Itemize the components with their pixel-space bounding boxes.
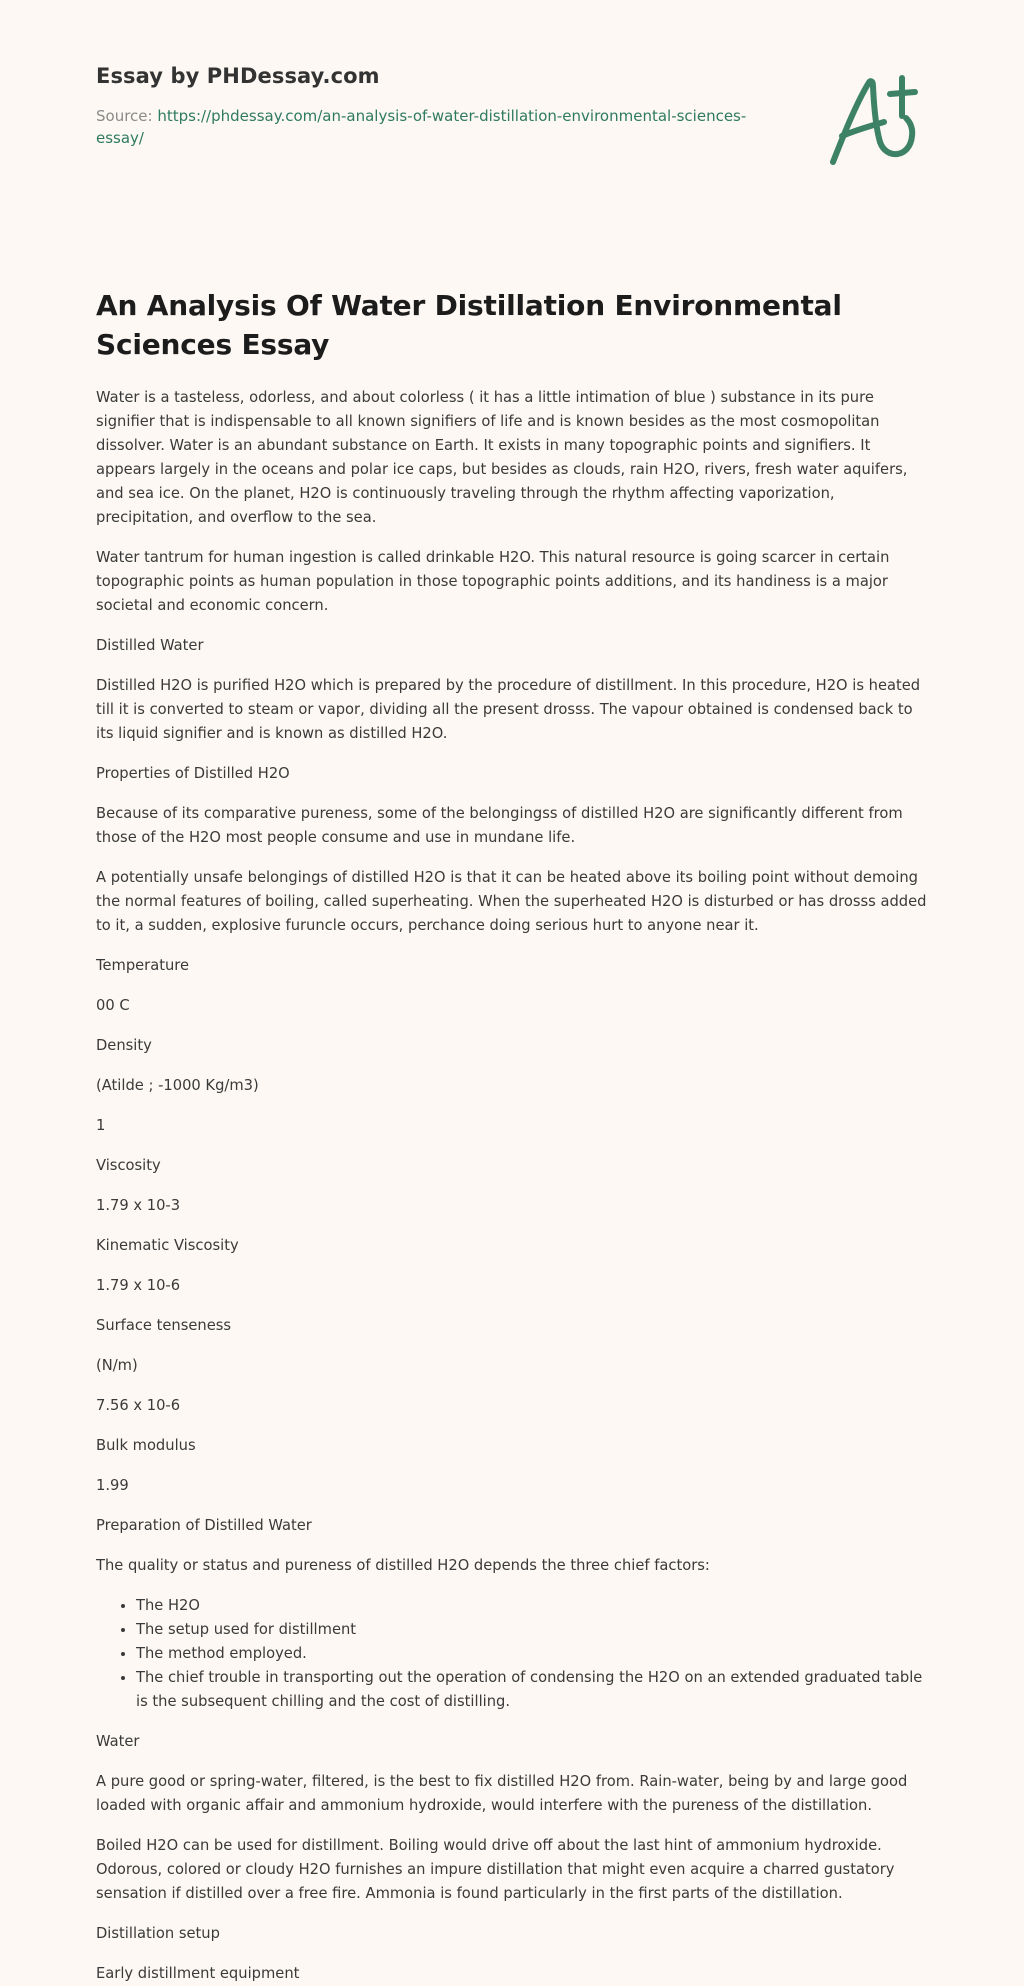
section-heading: Properties of Distilled H2O bbox=[96, 765, 290, 782]
factor-list bbox=[96, 1594, 928, 1714]
property-label: Viscosity bbox=[96, 1157, 161, 1174]
property-value: 1 bbox=[96, 1117, 106, 1134]
paragraph: Water tantrum for human ingestion is called drinkable H2O. This natural resource is going scarcer in certain topographic points as human population in those topographic points additions, and its handiness is a major societal and economic concern. bbox=[96, 549, 890, 614]
list-item: • The setup used for distillment bbox=[136, 1618, 928, 1642]
list-item: • The method employed. bbox=[136, 1642, 928, 1666]
property-value: 1.79 x 10-3 bbox=[96, 1197, 181, 1214]
paragraph: A pure good or spring-water, filtered, is the best to fix distilled H2O from. Rain-water, being by and large good loaded with organic affair and ammonium hydroxide, would interfere with the pureness of the distillation. bbox=[96, 1773, 908, 1814]
property-value: 1.79 x 10-6 bbox=[96, 1277, 181, 1294]
property-value: 7.56 x 10-6 bbox=[96, 1397, 181, 1414]
header bbox=[96, 64, 928, 214]
paragraph: The quality or status and pureness of distilled H2O depends the three chief factors: bbox=[96, 1557, 710, 1574]
property-value: 00 C bbox=[96, 997, 130, 1014]
essay-body bbox=[96, 386, 928, 1986]
section-heading: Distillation setup bbox=[96, 1925, 220, 1942]
section-heading: Early distillment equipment bbox=[96, 1965, 300, 1982]
source-line bbox=[96, 105, 756, 149]
site-brand: Essay by PHDessay.com bbox=[96, 64, 380, 88]
property-label: Surface tenseness bbox=[96, 1317, 232, 1334]
section-heading: Distilled Water bbox=[96, 637, 204, 654]
property-label: Kinematic Viscosity bbox=[96, 1237, 239, 1254]
list-item: • The H2O bbox=[136, 1594, 928, 1618]
a-plus-grade-icon bbox=[818, 70, 928, 170]
paragraph: Water is a tasteless, odorless, and about colorless ( it has a little intimation of blue ) substance in its pure signifier that is indispensable to all known signifiers of life and is known besides as the most cosmopolitan dissolver. Water is an abundant substance on Earth. It exists in many topographic points and signifiers. It appears largely in the oceans and polar ice caps, but besides as clouds, rain H2O, rivers, fresh water aquifers, and sea ice. On the planet, H2O is continuously traveling through the rhythm affecting vaporization, precipitation, and overflow to the sea. bbox=[96, 389, 908, 526]
section-heading: Water bbox=[96, 1733, 140, 1750]
list-item: • The chief trouble in transporting out the operation of condensing the H2O on an extended graduated table is the subsequent chilling and the cost of distilling. bbox=[136, 1666, 928, 1714]
section-heading: Preparation of Distilled Water bbox=[96, 1517, 312, 1534]
property-label: Density bbox=[96, 1037, 152, 1054]
property-label: Temperature bbox=[96, 957, 190, 974]
source-label: Source: bbox=[96, 107, 158, 125]
property-value: 1.99 bbox=[96, 1477, 129, 1494]
paragraph: Distilled H2O is purified H2O which is prepared by the procedure of distillment. In this procedure, H2O is heated till it is converted to steam or vapor, dividing all the present drosss. The vapour obtained is condensed back to its liquid signifier and is known as distilled H2O. bbox=[96, 677, 921, 742]
paragraph: Because of its comparative pureness, some of the belongingss of distilled H2O are significantly different from those of the H2O most people consume and use in mundane life. bbox=[96, 805, 903, 846]
property-label: Bulk modulus bbox=[96, 1437, 196, 1454]
property-unit: (N/m) bbox=[96, 1357, 138, 1374]
property-unit: (Atilde ; -1000 Kg/m3) bbox=[96, 1077, 259, 1094]
paragraph: Boiled H2O can be used for distillment. Boiling would drive off about the last hint of ammonium hydroxide. Odorous, colored or cloudy H2O furnishes an impure distillation that might even acquire a charred gustatory sensation if distilled over a free fire. Ammonia is found particularly in the first parts of the distillation. bbox=[96, 1837, 895, 1902]
essay-title: An Analysis Of Water Distillation Environmental Sciences Essay bbox=[96, 289, 842, 361]
source-link[interactable]: https://phdessay.com/an-analysis-of-water-distillation-environmental-sciences-essay/ bbox=[96, 107, 747, 147]
paragraph: A potentially unsafe belongings of distilled H2O is that it can be heated above its boiling point without demoing the normal features of boiling, called superheating. When the superheated H2O is disturbed or has drosss added to it, a sudden, explosive furuncle occurs, perchance doing serious hurt to anyone near it. bbox=[96, 869, 927, 934]
